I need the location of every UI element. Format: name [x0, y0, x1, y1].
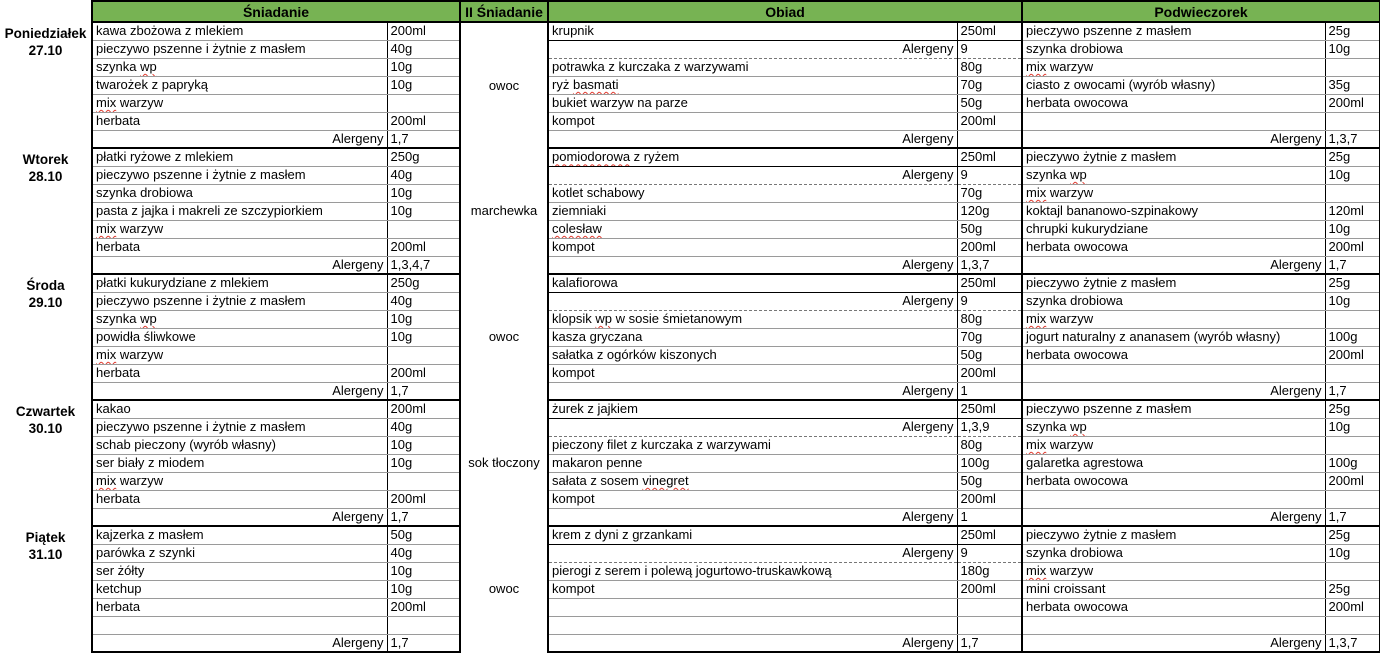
lunch-item: sałata z sosem vinegret	[548, 472, 957, 490]
breakfast-item: ketchup	[92, 580, 387, 598]
breakfast-qty: 10g	[387, 310, 460, 328]
snack-allergens: 1,7	[1325, 256, 1380, 274]
snack-qty: 10g	[1325, 220, 1380, 238]
snack-item: mix warzyw	[1022, 562, 1325, 580]
lunch-item: colesław	[548, 220, 957, 238]
breakfast-item	[92, 616, 387, 634]
breakfast-qty: 250g	[387, 148, 460, 166]
table-row	[0, 22, 1380, 40]
lunch-item: klopsik wp w sosie śmietanowym	[548, 310, 957, 328]
day-name: Czwartek	[15, 404, 76, 419]
snack-qty: 200ml	[1325, 472, 1380, 490]
snack-qty	[1325, 112, 1380, 130]
lunch-qty: 180g	[957, 562, 1022, 580]
allergens-label: Alergeny	[1022, 256, 1325, 274]
lunch-qty: 50g	[957, 220, 1022, 238]
allergens-label: Alergeny	[548, 166, 957, 184]
allergens-label: Alergeny	[1022, 382, 1325, 400]
breakfast-qty	[387, 94, 460, 112]
table-row	[0, 436, 1380, 454]
breakfast-allergens: 1,3,4,7	[387, 256, 460, 274]
lunch-item: pieczony filet z kurczaka z warzywami	[548, 436, 957, 454]
breakfast-allergens: 1,7	[387, 382, 460, 400]
lunch-allergens: 1,7	[957, 634, 1022, 652]
table-row	[0, 184, 1380, 202]
lunch-qty: 200ml	[957, 112, 1022, 130]
lunch-item: kasza gryczana	[548, 328, 957, 346]
day-name: Poniedziałek	[4, 26, 87, 41]
snack-qty: 200ml	[1325, 238, 1380, 256]
day-label	[0, 274, 92, 400]
breakfast-qty: 50g	[387, 526, 460, 544]
lunch-item: kompot	[548, 364, 957, 382]
breakfast-allergens: 1,7	[387, 508, 460, 526]
snack-qty: 25g	[1325, 580, 1380, 598]
breakfast-item: płatki ryżowe z mlekiem	[92, 148, 387, 166]
breakfast-item: pieczywo pszenne i żytnie z masłem	[92, 292, 387, 310]
breakfast-qty: 40g	[387, 166, 460, 184]
lunch-qty	[957, 616, 1022, 634]
lunch-allergens: 1,3,7	[957, 256, 1022, 274]
lunch-qty: 50g	[957, 94, 1022, 112]
breakfast-item: ser biały z miodem	[92, 454, 387, 472]
table-row	[0, 364, 1380, 382]
day-date: 27.10	[28, 43, 63, 58]
breakfast-qty: 10g	[387, 580, 460, 598]
snack-item: herbata owocowa	[1022, 94, 1325, 112]
lunch-item: kompot	[548, 580, 957, 598]
breakfast-item: herbata	[92, 238, 387, 256]
lunch-qty: 100g	[957, 454, 1022, 472]
snack-item: mix warzyw	[1022, 184, 1325, 202]
allergens-label: Alergeny	[92, 256, 387, 274]
snack-item: szynka drobiowa	[1022, 292, 1325, 310]
day-label	[0, 526, 92, 652]
lunch-soup: pomiodorowa z ryżem	[548, 148, 957, 166]
table-row	[0, 112, 1380, 130]
snack-item: szynka drobiowa	[1022, 40, 1325, 58]
breakfast-item: herbata	[92, 112, 387, 130]
table-row	[0, 454, 1380, 472]
table-row	[0, 202, 1380, 220]
allergens-label: Alergeny	[548, 418, 957, 436]
lunch-soup-allergens: 9	[957, 40, 1022, 58]
table-row	[0, 94, 1380, 112]
snack-item	[1022, 364, 1325, 382]
table-row	[0, 328, 1380, 346]
breakfast-item: powidła śliwkowe	[92, 328, 387, 346]
snack-qty: 100g	[1325, 328, 1380, 346]
table-row	[0, 526, 1380, 544]
table-row	[0, 580, 1380, 598]
allergens-row	[0, 382, 1380, 400]
allergens-row	[0, 130, 1380, 148]
lunch-qty: 200ml	[957, 238, 1022, 256]
breakfast-allergens: 1,7	[387, 130, 460, 148]
table-row	[0, 40, 1380, 58]
allergens-label: Alergeny	[1022, 130, 1325, 148]
table-row	[0, 472, 1380, 490]
allergens-label: Alergeny	[548, 634, 957, 652]
day-block-monday	[0, 22, 1380, 148]
snack-item: pieczywo żytnie z masłem	[1022, 274, 1325, 292]
breakfast-item: pasta z jajka i makreli ze szczypiorkiem	[92, 202, 387, 220]
header-breakfast: Śniadanie	[92, 1, 460, 22]
table-row	[0, 76, 1380, 94]
breakfast-item: kawa zbożowa z mlekiem	[92, 22, 387, 40]
allergens-label: Alergeny	[548, 544, 957, 562]
breakfast-qty	[387, 220, 460, 238]
snack-item: szynka wp	[1022, 418, 1325, 436]
breakfast-item: ser żółty	[92, 562, 387, 580]
lunch-item: makaron penne	[548, 454, 957, 472]
table-row	[0, 490, 1380, 508]
breakfast-item: schab pieczony (wyrób własny)	[92, 436, 387, 454]
breakfast-qty: 200ml	[387, 22, 460, 40]
breakfast-item: herbata	[92, 364, 387, 382]
snack-qty: 120ml	[1325, 202, 1380, 220]
breakfast-qty: 200ml	[387, 400, 460, 418]
second-breakfast: owoc	[460, 526, 548, 652]
lunch-soup: krem z dyni z grzankami	[548, 526, 957, 544]
lunch-qty: 80g	[957, 436, 1022, 454]
lunch-item: kotlet schabowy	[548, 184, 957, 202]
snack-item: mix warzyw	[1022, 310, 1325, 328]
snack-qty: 10g	[1325, 544, 1380, 562]
lunch-qty: 70g	[957, 328, 1022, 346]
breakfast-item: herbata	[92, 598, 387, 616]
snack-item: pieczywo żytnie z masłem	[1022, 526, 1325, 544]
breakfast-item: twarożek z papryką	[92, 76, 387, 94]
lunch-qty: 50g	[957, 346, 1022, 364]
table-row	[0, 274, 1380, 292]
breakfast-qty: 10g	[387, 58, 460, 76]
breakfast-qty: 10g	[387, 328, 460, 346]
breakfast-item: szynka wp	[92, 58, 387, 76]
lunch-qty	[957, 598, 1022, 616]
second-breakfast: marchewka	[460, 148, 548, 274]
lunch-item: potrawka z kurczaka z warzywami	[548, 58, 957, 76]
lunch-soup-allergens: 9	[957, 292, 1022, 310]
breakfast-qty: 200ml	[387, 490, 460, 508]
snack-qty	[1325, 490, 1380, 508]
snack-qty: 10g	[1325, 166, 1380, 184]
breakfast-qty: 200ml	[387, 112, 460, 130]
allergens-label: Alergeny	[548, 40, 957, 58]
snack-item: herbata owocowa	[1022, 346, 1325, 364]
allergens-row	[0, 256, 1380, 274]
table-row	[0, 544, 1380, 562]
breakfast-qty: 40g	[387, 40, 460, 58]
lunch-qty: 50g	[957, 472, 1022, 490]
day-block-thursday	[0, 400, 1380, 526]
snack-allergens: 1,7	[1325, 508, 1380, 526]
snack-item: mini croissant	[1022, 580, 1325, 598]
breakfast-item: kajzerka z masłem	[92, 526, 387, 544]
breakfast-qty: 200ml	[387, 364, 460, 382]
day-date: 30.10	[28, 421, 63, 436]
table-row	[0, 166, 1380, 184]
breakfast-qty	[387, 346, 460, 364]
table-row	[0, 292, 1380, 310]
snack-item: herbata owocowa	[1022, 598, 1325, 616]
snack-qty: 10g	[1325, 40, 1380, 58]
snack-qty: 200ml	[1325, 598, 1380, 616]
lunch-soup: kalafiorowa	[548, 274, 957, 292]
snack-qty	[1325, 364, 1380, 382]
breakfast-qty: 200ml	[387, 598, 460, 616]
allergens-label: Alergeny	[92, 634, 387, 652]
snack-item: szynka drobiowa	[1022, 544, 1325, 562]
lunch-item: kompot	[548, 238, 957, 256]
table-row	[0, 562, 1380, 580]
day-label	[0, 148, 92, 274]
lunch-item	[548, 616, 957, 634]
breakfast-qty	[387, 616, 460, 634]
day-label	[0, 400, 92, 526]
table-row	[0, 310, 1380, 328]
snack-allergens: 1,3,7	[1325, 634, 1380, 652]
lunch-qty: 80g	[957, 310, 1022, 328]
snack-item: chrupki kukurydziane	[1022, 220, 1325, 238]
breakfast-item: parówka z szynki	[92, 544, 387, 562]
breakfast-qty: 40g	[387, 544, 460, 562]
lunch-soup-allergens: 1,3,9	[957, 418, 1022, 436]
table-row	[0, 148, 1380, 166]
allergens-label: Alergeny	[548, 382, 957, 400]
lunch-allergens	[957, 130, 1022, 148]
allergens-label: Alergeny	[1022, 508, 1325, 526]
snack-allergens: 1,7	[1325, 382, 1380, 400]
snack-item: pieczywo pszenne z masłem	[1022, 22, 1325, 40]
breakfast-item: pieczywo pszenne i żytnie z masłem	[92, 40, 387, 58]
lunch-qty: 200ml	[957, 490, 1022, 508]
lunch-item: kompot	[548, 112, 957, 130]
snack-qty: 10g	[1325, 418, 1380, 436]
breakfast-qty: 10g	[387, 202, 460, 220]
snack-qty: 100g	[1325, 454, 1380, 472]
lunch-qty: 200ml	[957, 364, 1022, 382]
lunch-item: sałatka z ogórków kiszonych	[548, 346, 957, 364]
breakfast-item: pieczywo pszenne i żytnie z masłem	[92, 166, 387, 184]
breakfast-item: pieczywo pszenne i żytnie z masłem	[92, 418, 387, 436]
second-breakfast: owoc	[460, 22, 548, 148]
day-label	[0, 22, 92, 148]
snack-allergens: 1,3,7	[1325, 130, 1380, 148]
snack-item: mix warzyw	[1022, 58, 1325, 76]
lunch-item: pierogi z serem i polewą jogurtowo-truskawkową	[548, 562, 957, 580]
breakfast-item: mix warzyw	[92, 472, 387, 490]
lunch-soup-qty: 250ml	[957, 274, 1022, 292]
snack-item: galaretka agrestowa	[1022, 454, 1325, 472]
allergens-row	[0, 508, 1380, 526]
snack-qty: 35g	[1325, 76, 1380, 94]
lunch-item: kompot	[548, 490, 957, 508]
allergens-label: Alergeny	[548, 508, 957, 526]
lunch-soup-allergens: 9	[957, 166, 1022, 184]
day-date: 28.10	[28, 169, 63, 184]
lunch-allergens: 1	[957, 382, 1022, 400]
breakfast-qty: 40g	[387, 418, 460, 436]
breakfast-qty: 250g	[387, 274, 460, 292]
table-row	[0, 238, 1380, 256]
snack-item: herbata owocowa	[1022, 472, 1325, 490]
day-name: Piątek	[25, 530, 66, 545]
lunch-qty: 70g	[957, 76, 1022, 94]
allergens-label: Alergeny	[548, 292, 957, 310]
breakfast-qty: 10g	[387, 184, 460, 202]
snack-item: herbata owocowa	[1022, 238, 1325, 256]
snack-item	[1022, 112, 1325, 130]
snack-qty: 25g	[1325, 526, 1380, 544]
breakfast-qty: 10g	[387, 562, 460, 580]
allergens-label: Alergeny	[92, 382, 387, 400]
snack-qty: 25g	[1325, 22, 1380, 40]
snack-qty: 25g	[1325, 274, 1380, 292]
day-date: 29.10	[28, 295, 63, 310]
snack-qty	[1325, 58, 1380, 76]
table-row	[0, 616, 1380, 634]
allergens-label: Alergeny	[548, 130, 957, 148]
lunch-item	[548, 598, 957, 616]
lunch-qty: 70g	[957, 184, 1022, 202]
snack-qty: 200ml	[1325, 94, 1380, 112]
lunch-soup: krupnik	[548, 22, 957, 40]
breakfast-item: szynka wp	[92, 310, 387, 328]
lunch-soup-qty: 250ml	[957, 148, 1022, 166]
breakfast-item: szynka drobiowa	[92, 184, 387, 202]
breakfast-item: płatki kukurydziane z mlekiem	[92, 274, 387, 292]
table-row	[0, 598, 1380, 616]
breakfast-qty: 10g	[387, 454, 460, 472]
day-block-tuesday	[0, 148, 1380, 274]
day-block-wednesday	[0, 274, 1380, 400]
allergens-label: Alergeny	[1022, 634, 1325, 652]
lunch-soup-qty: 250ml	[957, 400, 1022, 418]
lunch-qty: 200ml	[957, 580, 1022, 598]
lunch-item: ziemniaki	[548, 202, 957, 220]
day-name: Środa	[26, 278, 65, 293]
allergens-label: Alergeny	[92, 508, 387, 526]
second-breakfast: owoc	[460, 274, 548, 400]
breakfast-qty: 200ml	[387, 238, 460, 256]
lunch-qty: 120g	[957, 202, 1022, 220]
table-row	[0, 220, 1380, 238]
breakfast-qty: 40g	[387, 292, 460, 310]
second-breakfast: sok tłoczony	[460, 400, 548, 526]
header-row	[0, 1, 1380, 22]
snack-item: mix warzyw	[1022, 436, 1325, 454]
table-row	[0, 346, 1380, 364]
snack-item	[1022, 616, 1325, 634]
snack-qty: 25g	[1325, 400, 1380, 418]
allergens-label: Alergeny	[548, 256, 957, 274]
lunch-qty: 80g	[957, 58, 1022, 76]
snack-item: ciasto z owocami (wyrób własny)	[1022, 76, 1325, 94]
breakfast-allergens: 1,7	[387, 634, 460, 652]
table-row	[0, 418, 1380, 436]
snack-qty: 200ml	[1325, 346, 1380, 364]
lunch-item: bukiet warzyw na parze	[548, 94, 957, 112]
breakfast-item: mix warzyw	[92, 94, 387, 112]
snack-qty: 25g	[1325, 148, 1380, 166]
breakfast-qty	[387, 472, 460, 490]
lunch-item: ryż basmati	[548, 76, 957, 94]
lunch-soup-qty: 250ml	[957, 22, 1022, 40]
table-row	[0, 58, 1380, 76]
snack-item: szynka wp	[1022, 166, 1325, 184]
breakfast-item: mix warzyw	[92, 346, 387, 364]
day-date: 31.10	[28, 547, 63, 562]
snack-qty	[1325, 562, 1380, 580]
header-day-spacer	[0, 1, 92, 22]
header-snack: Podwieczorek	[1022, 1, 1380, 22]
breakfast-item: herbata	[92, 490, 387, 508]
lunch-soup-qty: 250ml	[957, 526, 1022, 544]
allergens-row	[0, 634, 1380, 652]
header-lunch: Obiad	[548, 1, 1022, 22]
breakfast-qty: 10g	[387, 436, 460, 454]
snack-item: koktajl bananowo-szpinakowy	[1022, 202, 1325, 220]
header-second-breakfast: II Śniadanie	[460, 1, 548, 22]
allergens-label: Alergeny	[92, 130, 387, 148]
snack-qty	[1325, 616, 1380, 634]
table-row	[0, 400, 1380, 418]
breakfast-item: kakao	[92, 400, 387, 418]
lunch-soup-allergens: 9	[957, 544, 1022, 562]
lunch-soup: żurek z jajkiem	[548, 400, 957, 418]
snack-qty	[1325, 436, 1380, 454]
snack-qty	[1325, 184, 1380, 202]
snack-qty	[1325, 310, 1380, 328]
breakfast-qty: 10g	[387, 76, 460, 94]
breakfast-item: mix warzyw	[92, 220, 387, 238]
snack-qty: 10g	[1325, 292, 1380, 310]
snack-item: pieczywo pszenne z masłem	[1022, 400, 1325, 418]
lunch-allergens: 1	[957, 508, 1022, 526]
snack-item	[1022, 490, 1325, 508]
snack-item: jogurt naturalny z ananasem (wyrób własny)	[1022, 328, 1325, 346]
day-name: Wtorek	[22, 152, 69, 167]
day-block-friday	[0, 526, 1380, 652]
snack-item: pieczywo żytnie z masłem	[1022, 148, 1325, 166]
